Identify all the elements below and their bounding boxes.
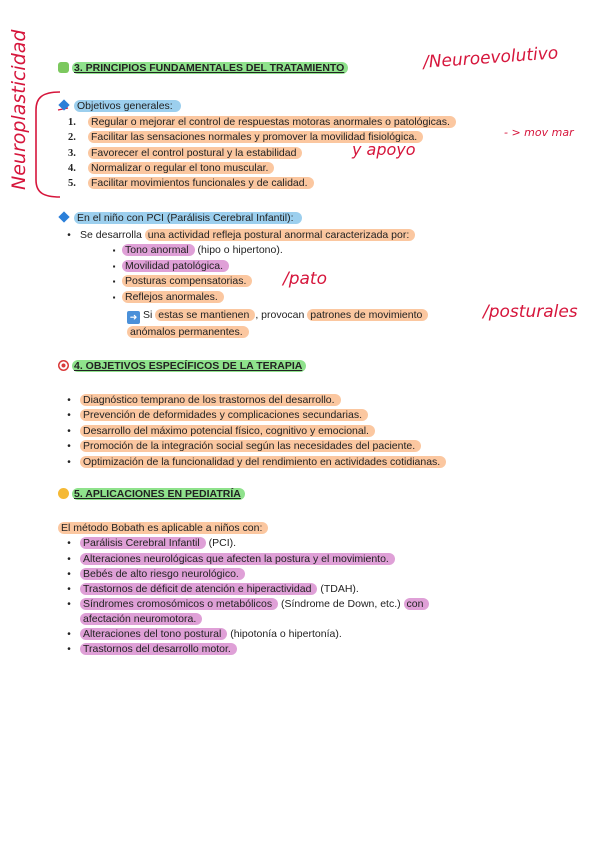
puzzle-icon bbox=[58, 62, 69, 73]
annotation-posturales: /posturales bbox=[483, 302, 578, 322]
section4-title: 4. OBJETIVOS ESPECÍFICOS DE LA TERAPIA bbox=[72, 360, 306, 372]
objective-text: Normalizar o regular el tono muscular. bbox=[88, 162, 274, 174]
target-icon bbox=[58, 360, 69, 371]
section4-heading bbox=[58, 359, 306, 374]
section5-item: • Alteraciones neurológicas que afecten la postura y el movimiento. bbox=[58, 552, 395, 567]
annotation-y-apoyo: y apoyo bbox=[352, 140, 416, 159]
pci-consequence-line1: ➜ Si estas se mantienen , provocan patrones de movimiento bbox=[127, 308, 428, 323]
pci-label-row bbox=[58, 211, 302, 226]
annotation-mov-mar: - > mov mar bbox=[504, 126, 574, 139]
objective-text: Favorecer el control postural y la estabilidad bbox=[88, 147, 302, 159]
section5-item: • Bebés de alto riesgo neurológico. bbox=[58, 567, 245, 582]
section4-item: • Prevención de deformidades y complicaciones secundarias. bbox=[58, 408, 368, 423]
section5-item: • Parálisis Cerebral Infantil (PCI). bbox=[67, 537, 237, 549]
annotation-neuroevolutivo: /Neuroevolutivo bbox=[422, 43, 559, 73]
objective-text: Regular o mejorar el control de respuestas motoras anormales o patológicas. bbox=[88, 116, 456, 128]
diamond-bullet-icon bbox=[58, 211, 69, 222]
section5-item: • Trastornos del desarrollo motor. bbox=[58, 642, 237, 657]
objective-1: 1. Regular o mejorar el control de respuestas motoras anormales o patológicas. bbox=[68, 115, 456, 130]
objectives-label: Objetivos generales: bbox=[74, 100, 181, 112]
section4-item: • Diagnóstico temprano de los trastornos del desarrollo. bbox=[58, 393, 341, 408]
section5-item: • Alteraciones del tono postural (hipotonía o hipertonía). bbox=[67, 628, 342, 640]
objective-text: Facilitar las sensaciones normales y promover la movilidad fisiológica. bbox=[88, 131, 423, 143]
right-arrow-icon: ➜ bbox=[127, 311, 140, 324]
section3-title: 3. PRINCIPIOS FUNDAMENTALES DEL TRATAMIENTO bbox=[72, 62, 348, 74]
pci-intro: • Se desarrolla una actividad refleja postural anormal caracterizada por: bbox=[58, 228, 415, 243]
section4-item: • Promoción de la integración social según las necesidades del paciente. bbox=[58, 439, 421, 454]
section5-heading bbox=[58, 487, 245, 502]
section4-item: • Optimización de la funcionalidad y del rendimiento en actividades cotidianas. bbox=[58, 455, 446, 470]
bracket-stroke bbox=[36, 92, 60, 197]
pci-consequence-line2: anómalos permanentes. bbox=[127, 325, 249, 340]
pci-item: ▪ Reflejos anormales. bbox=[106, 290, 224, 305]
section5-item: • Síndromes cromosómicos o metabólicos (Síndrome de Down, etc.) con bbox=[58, 597, 429, 612]
diamond-bullet-icon bbox=[58, 99, 69, 110]
section5-item: • Trastornos de déficit de atención e hiperactividad (TDAH). bbox=[67, 583, 359, 595]
pci-label: En el niño con PCI (Parálisis Cerebral Infantil): bbox=[74, 212, 302, 224]
annotation-pato: /pato bbox=[283, 269, 328, 289]
objective-3: 3. Favorecer el control postural y la estabilidad bbox=[68, 146, 302, 161]
baby-icon bbox=[58, 488, 69, 499]
section4-item: • Desarrollo del máximo potencial físico, cognitivo y emocional. bbox=[58, 424, 375, 439]
objectives-label-row bbox=[58, 99, 181, 114]
section3-heading bbox=[58, 61, 348, 76]
margin-annotation-neuroplasticidad: Neuroplasticidad bbox=[8, 29, 30, 190]
objective-5: 5. Facilitar movimientos funcionales y de calidad. bbox=[68, 176, 314, 191]
objective-text: Facilitar movimientos funcionales y de calidad. bbox=[88, 177, 314, 189]
pci-item: ▪ Tono anormal (hipo o hipertono). bbox=[112, 244, 283, 256]
objective-4: 4. Normalizar o regular el tono muscular. bbox=[68, 161, 274, 176]
section5-intro: El método Bobath es aplicable a niños con: bbox=[58, 521, 268, 536]
pci-item: ▪ Posturas compensatorias. bbox=[106, 274, 252, 289]
objective-2: 2. Facilitar las sensaciones normales y promover la movilidad fisiológica. bbox=[68, 130, 423, 145]
pci-item: ▪ Movilidad patológica. bbox=[106, 259, 229, 274]
section5-title: 5. APLICACIONES EN PEDIATRÍA bbox=[72, 488, 245, 500]
section5-item-wrap: afectación neuromotora. bbox=[80, 612, 202, 627]
